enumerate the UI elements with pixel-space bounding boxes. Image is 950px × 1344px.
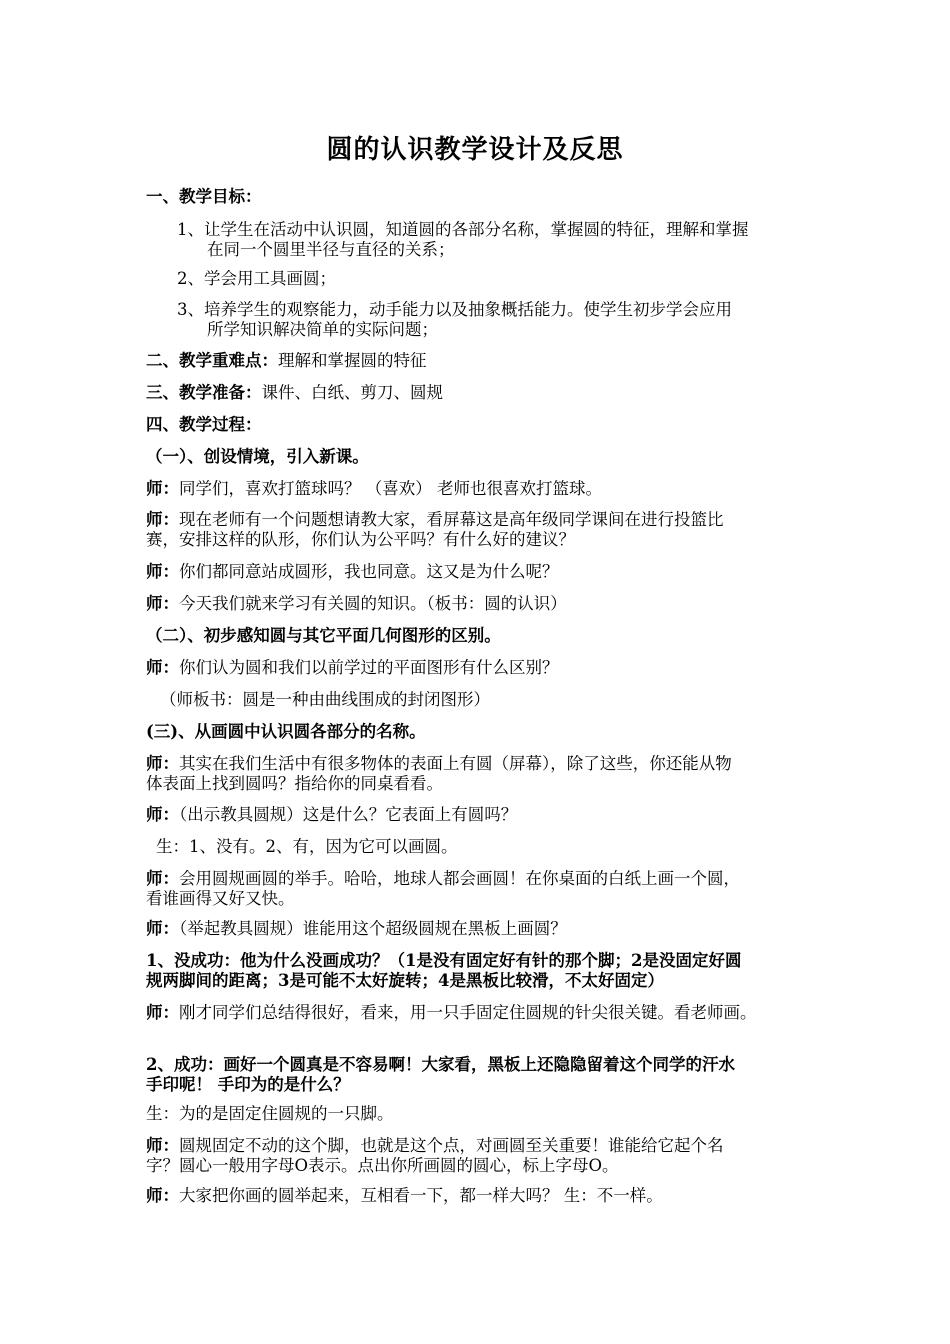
- case-unsuccessful-line-1: 1、没成功：他为什么没画成功？（1是没有固定好有针的那个脚；2是没固定好圆: [146, 951, 742, 970]
- section-preparation: [146, 383, 826, 403]
- speaker-label: 师：: [146, 510, 179, 529]
- key-points-text: 理解和掌握圆的特征: [278, 351, 427, 370]
- subsection-2-heading: （二）、初步感知圆与其它平面几何图形的区别。: [146, 626, 501, 645]
- dialogue-text: 现在老师有一个问题想请教大家，看屏幕这是高年级同学课间在进行投篮比: [179, 510, 724, 529]
- dialogue-text: 大家把你画的圆举起来，互相看一下，都一样大吗？ 生：不一样。: [179, 1186, 663, 1205]
- dialogue-text-cont: 看谁画得又好又快。: [146, 889, 295, 908]
- objective-3: [177, 300, 857, 340]
- speaker-label: 师：: [146, 805, 179, 824]
- dialogue-line: [146, 805, 826, 825]
- speaker-label: 师：: [146, 1186, 179, 1205]
- section-key-points: [146, 351, 826, 371]
- speaker-label: 师：: [146, 919, 179, 938]
- section-heading-objectives: 一、教学目标：: [146, 187, 262, 206]
- dialogue-line: [146, 658, 826, 678]
- dialogue-text-cont: 体表面上找到圆吗？指给你的同桌看看。: [146, 774, 443, 793]
- student-line: 生：为的是固定住圆规的一只脚。: [146, 1104, 394, 1123]
- dialogue-line: [146, 1186, 826, 1206]
- subsection-1-heading: （一）、创设情境，引入新课。: [146, 447, 369, 466]
- speaker-label: 师：: [146, 594, 179, 613]
- case-successful-line-2: 手印呢！ 手印为的是什么？: [146, 1075, 350, 1094]
- dialogue-line: [146, 919, 826, 939]
- dialogue-line: [146, 754, 826, 794]
- dialogue-text: 今天我们就来学习有关圆的知识。（板书：圆的认识）: [179, 594, 567, 613]
- objective-1-line-1: 1、让学生在活动中认识圆，知道圆的各部分名称，掌握圆的特征，理解和掌握: [177, 220, 749, 239]
- case-unsuccessful: [146, 951, 826, 991]
- speaker-label: 师：: [146, 479, 179, 498]
- case-successful: [146, 1055, 826, 1095]
- case-unsuccessful-line-2: 规两脚间的距离；3是可能不太好旋转；4是黑板比较滑，不太好固定）: [146, 971, 664, 990]
- objective-1: [177, 220, 857, 260]
- objective-1-line-2: 在同一个圆里半径与直径的关系；: [207, 240, 455, 259]
- dialogue-text: 同学们，喜欢打篮球吗？ （喜欢） 老师也很喜欢打篮球。: [179, 479, 602, 498]
- dialogue-line: [146, 479, 826, 499]
- dialogue-text: 你们都同意站成圆形，我也同意。这又是为什么呢？: [179, 562, 559, 581]
- dialogue-text: （举起教具圆规）谁能用这个超级圆规在黑板上画圆？: [179, 919, 567, 938]
- dialogue-line: [146, 1136, 826, 1176]
- dialogue-text-cont: 赛，安排这样的队形，你们认为公平吗？有什么好的建议？: [146, 530, 575, 549]
- speaker-label: 师：: [146, 869, 179, 888]
- dialogue-text: 你们认为圆和我们以前学过的平面图形有什么区别？: [179, 658, 559, 677]
- preparation-label: 三、教学准备：: [146, 383, 262, 402]
- objective-3-line-1: 3、培养学生的观察能力，动手能力以及抽象概括能力。使学生初步学会应用: [177, 300, 732, 319]
- dialogue-line: [146, 869, 826, 909]
- objective-2: 2、学会用工具画圆；: [177, 269, 336, 288]
- speaker-label: 师：: [146, 658, 179, 677]
- dialogue-line: [146, 510, 826, 550]
- speaker-label: 师：: [146, 562, 179, 581]
- dialogue-line: [146, 1003, 826, 1023]
- dialogue-text: 会用圆规画圆的举手。哈哈，地球人都会画圆！在你桌面的白纸上画一个圆，: [179, 869, 740, 888]
- preparation-text: 课件、白纸、剪刀、圆规: [261, 383, 443, 402]
- dialogue-text: 刚才同学们总结得很好，看来，用一只手固定住圆规的针尖很关键。看老师画。: [179, 1003, 757, 1022]
- dialogue-text: 其实在我们生活中有很多物体的表面上有圆（屏幕），除了这些，你还能从物: [179, 754, 732, 773]
- student-line: 生：1、没有。2、有，因为它可以画圆。: [156, 837, 458, 856]
- dialogue-text: 圆规固定不动的这个脚，也就是这个点，对画圆至关重要！谁能给它起个名: [179, 1136, 724, 1155]
- blackboard-note: （师板书：圆是一种由曲线围成的封闭图形）: [160, 690, 490, 709]
- speaker-label: 师：: [146, 1136, 179, 1155]
- speaker-label: 师：: [146, 1003, 179, 1022]
- speaker-label: 师：: [146, 754, 179, 773]
- case-successful-line-1: 2、成功：画好一个圆真是不容易啊！大家看，黑板上还隐隐留着这个同学的汗水: [146, 1055, 735, 1074]
- section-heading-process: 四、教学过程：: [146, 415, 262, 434]
- key-points-label: 二、教学重难点：: [146, 351, 278, 370]
- dialogue-text: （出示教具圆规）这是什么？它表面上有圆吗？: [179, 805, 518, 824]
- dialogue-line: [146, 594, 826, 614]
- objective-3-line-2: 所学知识解决简单的实际问题；: [207, 320, 438, 339]
- dialogue-line: [146, 562, 826, 582]
- subsection-3-heading: (三)、从画圆中认识圆各部分的名称。: [146, 722, 426, 741]
- dialogue-text-cont: 字？圆心一般用字母O表示。点出你所画圆的圆心，标上字母O。: [146, 1156, 619, 1175]
- document-title: 圆的认识教学设计及反思: [326, 135, 624, 165]
